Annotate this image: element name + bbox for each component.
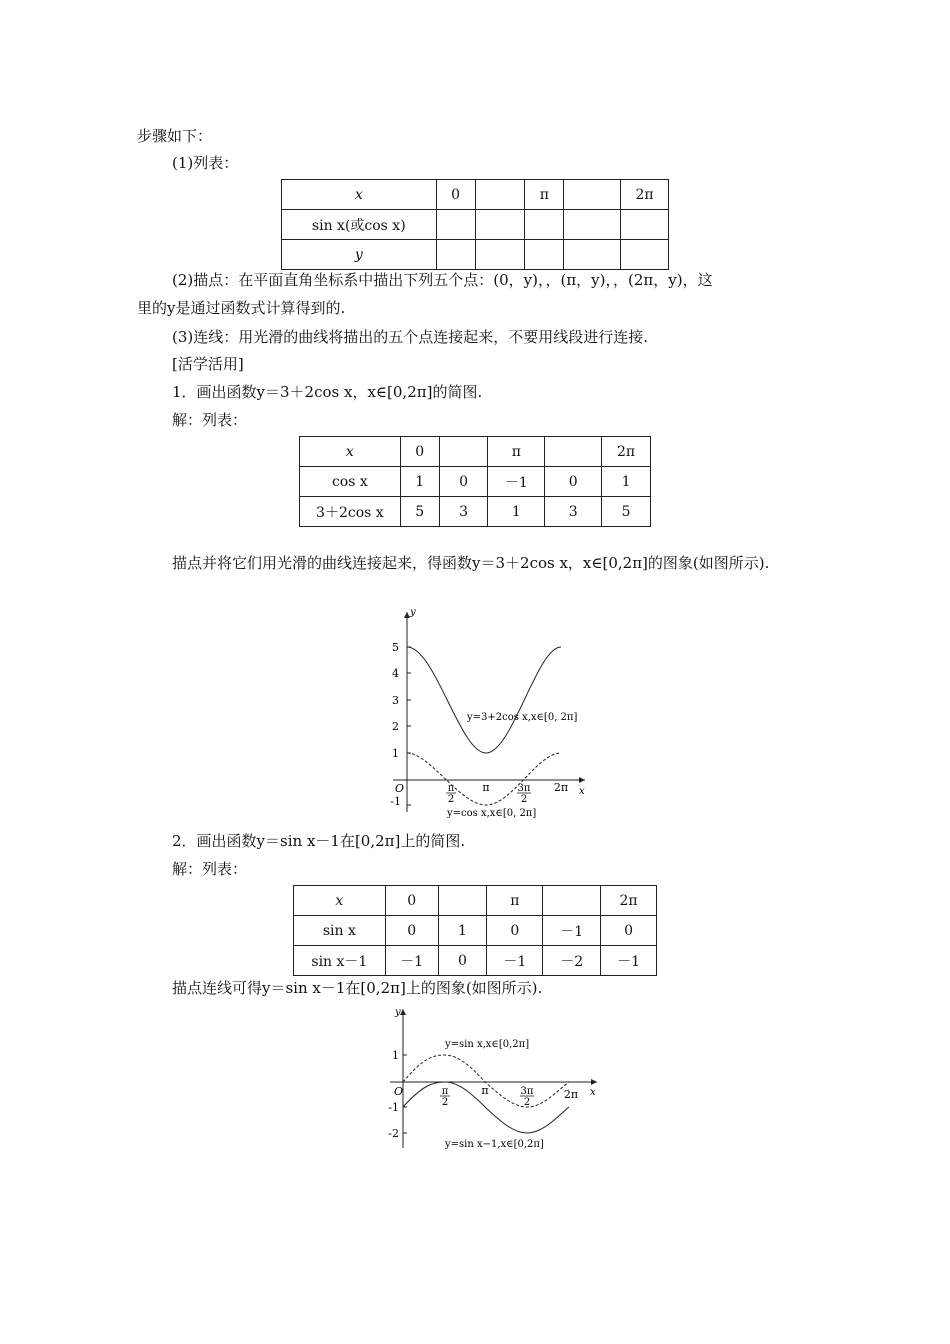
table-cell (621, 240, 669, 270)
table-cell: π (487, 886, 543, 916)
x-axis-label: x (579, 786, 585, 797)
table-cell: 5 (400, 497, 439, 527)
x-tick-half-pi-num: π (447, 783, 455, 794)
table-cell (436, 240, 475, 270)
table-cell (564, 240, 621, 270)
y-tick-label: -1 (388, 1101, 399, 1114)
table-cell: π (488, 437, 545, 467)
table-cell: sin x(或cos x) (282, 210, 437, 240)
table-list-template (281, 179, 669, 270)
table-cell: cos x (300, 467, 401, 497)
x-tick-label: 2π (553, 781, 569, 794)
curve-label-solid: y=3+2cos x,x∈[0, 2π] (467, 712, 578, 723)
table-cell (475, 240, 525, 270)
table-cell: π (525, 180, 564, 210)
table-cell: y (282, 240, 437, 270)
step2-line2: 里的y是通过函数式计算得到的. (137, 299, 346, 317)
table-cell (621, 210, 669, 240)
curve-label-dashed: y=cos x,x∈[0, 2π] (447, 808, 537, 819)
table-cell: 3 (545, 497, 602, 527)
table-cell (475, 180, 525, 210)
table-cell: 0 (436, 180, 475, 210)
table-cell: －1 (543, 916, 601, 946)
table-cell: 1 (602, 467, 651, 497)
table-row (294, 886, 657, 916)
table-cell: 1 (400, 467, 439, 497)
table-cell: －1 (487, 946, 543, 976)
example1-solution-label: 解：列表： (172, 411, 248, 429)
table-row (300, 467, 651, 497)
table-cell (525, 210, 564, 240)
section-heading: [活学活用] (172, 355, 244, 373)
table-cell: －1 (601, 946, 657, 976)
x-tick-label: π (482, 781, 490, 794)
table-cell: 0 (385, 886, 438, 916)
y-axis-label: y (410, 607, 416, 618)
x-tick-three-half-pi-den: 2 (523, 1097, 531, 1108)
figure-cosine-svg (385, 600, 595, 825)
curve-label-dashed: y=sin x,x∈[0,2π] (445, 1039, 530, 1050)
table-cell: 0 (439, 467, 488, 497)
table-row (282, 240, 669, 270)
step2-line1: (2)描点：在平面直角坐标系中描出下列五个点：(0，y)，，(π，y)，，(2π，y)，这 (172, 271, 713, 289)
table-row (294, 916, 657, 946)
x-tick-half-pi-den: 2 (441, 1097, 449, 1108)
table-row (282, 210, 669, 240)
table-cell: x (282, 180, 437, 210)
table-cell: 1 (488, 497, 545, 527)
table-example1 (299, 436, 651, 527)
step1-label: (1)列表： (172, 154, 239, 172)
origin-label: O (395, 782, 405, 795)
table-cell: －2 (543, 946, 601, 976)
figure-cosine-graph (385, 600, 595, 825)
x-tick-half-pi-num: π (441, 1086, 449, 1097)
y-axis-arrow-icon (400, 1009, 406, 1015)
table-cell (545, 437, 602, 467)
table-cell: 0 (545, 467, 602, 497)
table-row (282, 180, 669, 210)
curve-cos (407, 753, 561, 805)
x-tick-three-half-pi-num: 3π (517, 783, 531, 794)
table-cell: sin x (294, 916, 386, 946)
table-cell (475, 210, 525, 240)
table-cell (439, 437, 488, 467)
table-cell (564, 210, 621, 240)
y-tick-label: 4 (392, 667, 399, 680)
y-tick-label: 1 (392, 747, 399, 760)
x-axis-arrow-icon (579, 777, 585, 783)
y-tick-label: -2 (388, 1127, 399, 1140)
table-cell: 2π (602, 437, 651, 467)
table-cell (525, 240, 564, 270)
x-tick-half-pi-den: 2 (447, 794, 455, 805)
y-axis-label: y (395, 1007, 401, 1018)
y-tick-label: 1 (392, 1049, 399, 1062)
curve-sin (403, 1055, 569, 1107)
table-cell: 0 (400, 437, 439, 467)
table-cell: 2π (601, 886, 657, 916)
table-cell: 3 (439, 497, 488, 527)
table-cell: 1 (438, 916, 487, 946)
example2-description: 描点连线可得y＝sin x－1在[0,2π]上的图象(如图所示). (172, 979, 543, 997)
x-tick-three-half-pi-den: 2 (520, 794, 528, 805)
table-cell (436, 210, 475, 240)
table-cell: 0 (385, 916, 438, 946)
curve-label-solid: y=sin x−1,x∈[0,2π] (445, 1139, 544, 1150)
table-cell (543, 886, 601, 916)
x-tick-three-half-pi-num: 3π (520, 1086, 534, 1097)
y-tick-label: 2 (392, 720, 399, 733)
y-tick-label: -1 (390, 795, 401, 808)
example2-title: 2．画出函数y＝sin x－1在[0,2π]上的简图. (172, 832, 466, 850)
table-cell: x (294, 886, 386, 916)
y-tick-label: 5 (392, 641, 399, 654)
example1-title: 1．画出函数y＝3＋2cos x，x∈[0,2π]的简图. (172, 383, 483, 401)
step3-text: (3)连线：用光滑的曲线将描出的五个点连接起来，不要用线段进行连接. (172, 328, 649, 346)
table-row (300, 497, 651, 527)
x-tick-label: 2π (563, 1088, 579, 1101)
steps-heading: 步骤如下： (137, 127, 213, 145)
x-tick-label: π (481, 1084, 489, 1097)
table-row (300, 437, 651, 467)
x-axis-label: x (590, 1087, 596, 1098)
origin-label: O (394, 1085, 404, 1098)
table-cell (564, 180, 621, 210)
table-cell: －1 (488, 467, 545, 497)
figure-sine-graph (385, 1003, 610, 1153)
table-cell: x (300, 437, 401, 467)
curve-3-plus-2cos (407, 647, 561, 753)
x-axis-arrow-icon (591, 1079, 597, 1085)
y-tick-label: 3 (392, 694, 399, 707)
table-cell: sin x－1 (294, 946, 386, 976)
table-cell: 3＋2cos x (300, 497, 401, 527)
figure-sine-svg (385, 1003, 610, 1153)
table-cell: 0 (601, 916, 657, 946)
table-cell: －1 (385, 946, 438, 976)
example1-description: 描点并将它们用光滑的曲线连接起来，得函数y＝3＋2cos x，x∈[0,2π]的图象(如图所示). (172, 554, 770, 572)
table-cell (438, 886, 487, 916)
table-cell: 2π (621, 180, 669, 210)
table-cell: 0 (487, 916, 543, 946)
example2-solution-label: 解：列表： (172, 860, 248, 878)
table-example2 (293, 885, 657, 976)
table-row (294, 946, 657, 976)
table-cell: 0 (438, 946, 487, 976)
table-cell: 5 (602, 497, 651, 527)
